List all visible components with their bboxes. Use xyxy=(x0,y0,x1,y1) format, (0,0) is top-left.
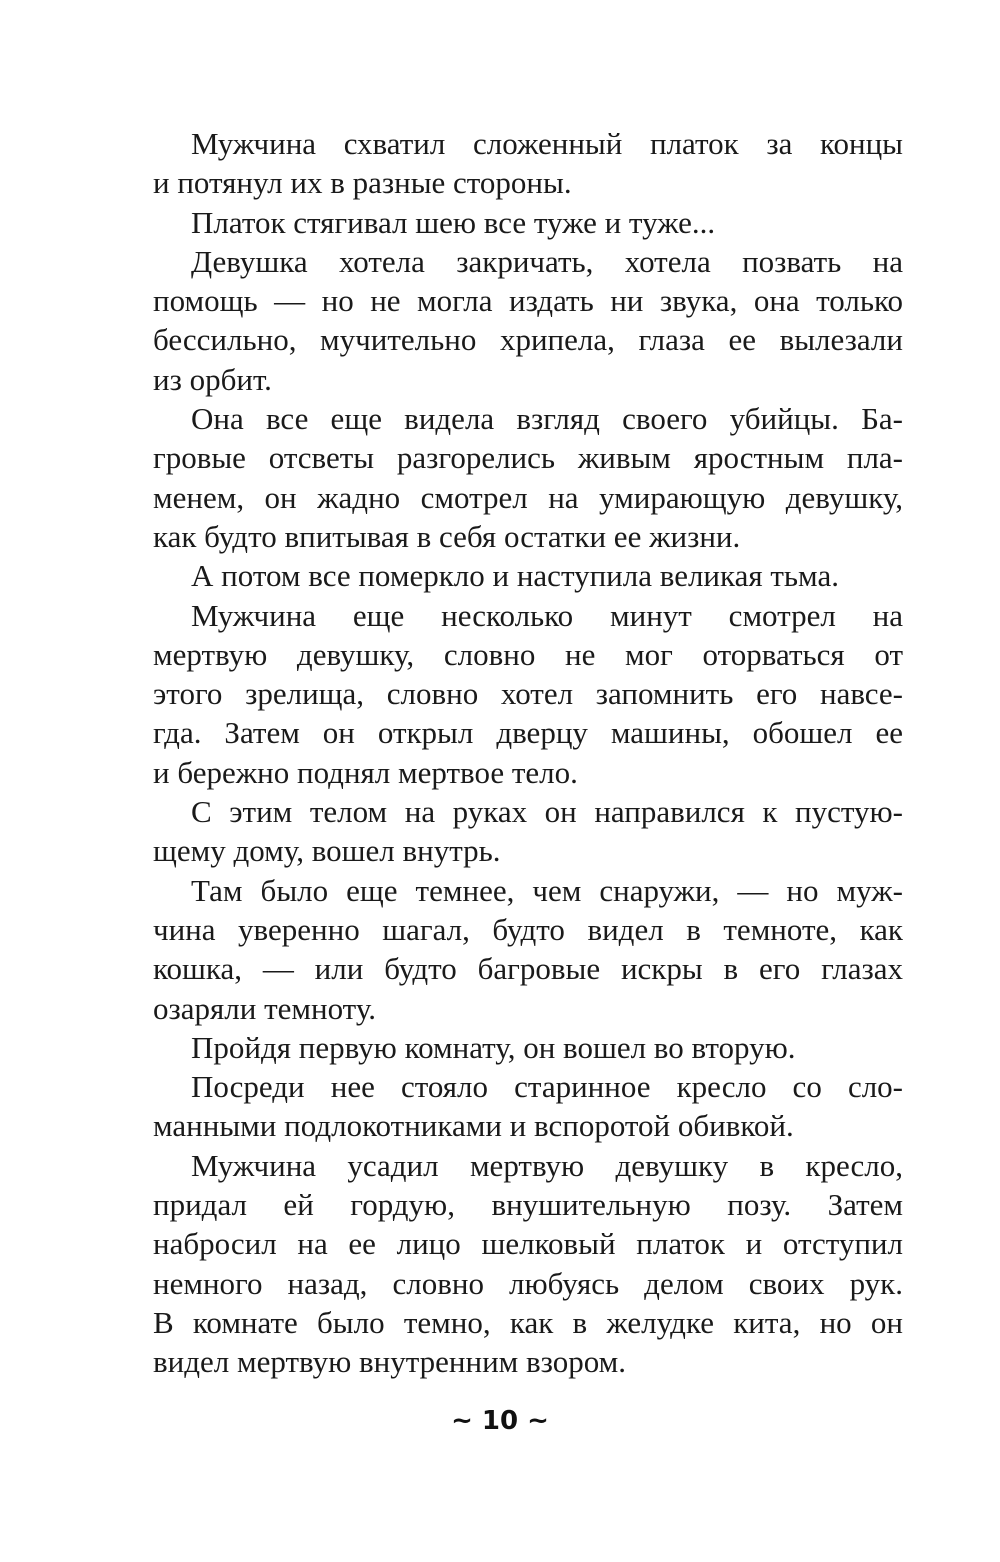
text-line: щему дому, вошел внутрь. xyxy=(153,833,501,869)
text-line: чина уверенно шагал, будто видел в темноте, как xyxy=(153,911,903,947)
text-line: из орбит. xyxy=(153,361,272,397)
text-line: Девушка хотела закричать, хотела позвать на xyxy=(191,243,903,279)
text-line: Платок стягивал шею все туже и туже... xyxy=(191,204,716,240)
text-line: Там было еще темнее, чем снаружи, — но муж- xyxy=(191,872,903,908)
text-line: кошка, — или будто багровые искры в его глазах xyxy=(153,951,903,987)
text-line: С этим телом на руках он направился к пустую- xyxy=(191,794,903,830)
text-line: мертвую девушку, словно не мог оторваться от xyxy=(153,636,903,672)
text-line: немного назад, словно любуясь делом своих рук. xyxy=(153,1265,903,1301)
text-line: бессильно, мучительно хрипела, глаза ее вылезали xyxy=(153,322,903,358)
text-line: и бережно поднял мертвое тело. xyxy=(153,754,578,790)
text-line: В комнате было темно, как в желудке кита, но он xyxy=(153,1304,903,1340)
text-line: придал ей гордую, внушительную позу. Затем xyxy=(153,1187,903,1223)
body-text xyxy=(153,124,903,1382)
text-line: гда. Затем он открыл дверцу машины, обошел ее xyxy=(153,715,903,751)
text-line: Мужчина схватил сложенный платок за концы xyxy=(191,126,903,161)
text-line: Посреди нее стояло старинное кресло со сло- xyxy=(191,1069,903,1105)
text-line: озаряли темноту. xyxy=(153,990,376,1026)
text-line: Мужчина усадил мертвую девушку в кресло, xyxy=(191,1147,903,1183)
text-line: и потянул их в разные стороны. xyxy=(153,165,572,201)
text-line: менем, он жадно смотрел на умирающую девушку, xyxy=(153,479,903,515)
text-line: как будто впитывая в себя остатки ее жизни. xyxy=(153,518,741,554)
text-line: Пройдя первую комнату, он вошел во вторую. xyxy=(191,1029,796,1065)
page-number: ~ 10 ~ xyxy=(451,1406,549,1436)
text-line: А потом все померкло и наступила великая тьма. xyxy=(191,558,839,594)
text-line: манными подлокотниками и вспоротой обивкой. xyxy=(153,1108,794,1144)
text-line: гровые отсветы разгорелись живым яростным пла- xyxy=(153,440,903,476)
text-line: помощь — но не могла издать ни звука, она только xyxy=(153,283,903,319)
text-line: видел мертвую внутренним взором. xyxy=(153,1344,627,1380)
text-line: набросил на ее лицо шелковый платок и отступил xyxy=(153,1226,903,1262)
text-line: Она все еще видела взгляд своего убийцы. Ба- xyxy=(191,401,903,437)
text-line: этого зрелища, словно хотел запомнить его навсе- xyxy=(153,676,903,712)
text-line: Мужчина еще несколько минут смотрел на xyxy=(191,597,903,633)
